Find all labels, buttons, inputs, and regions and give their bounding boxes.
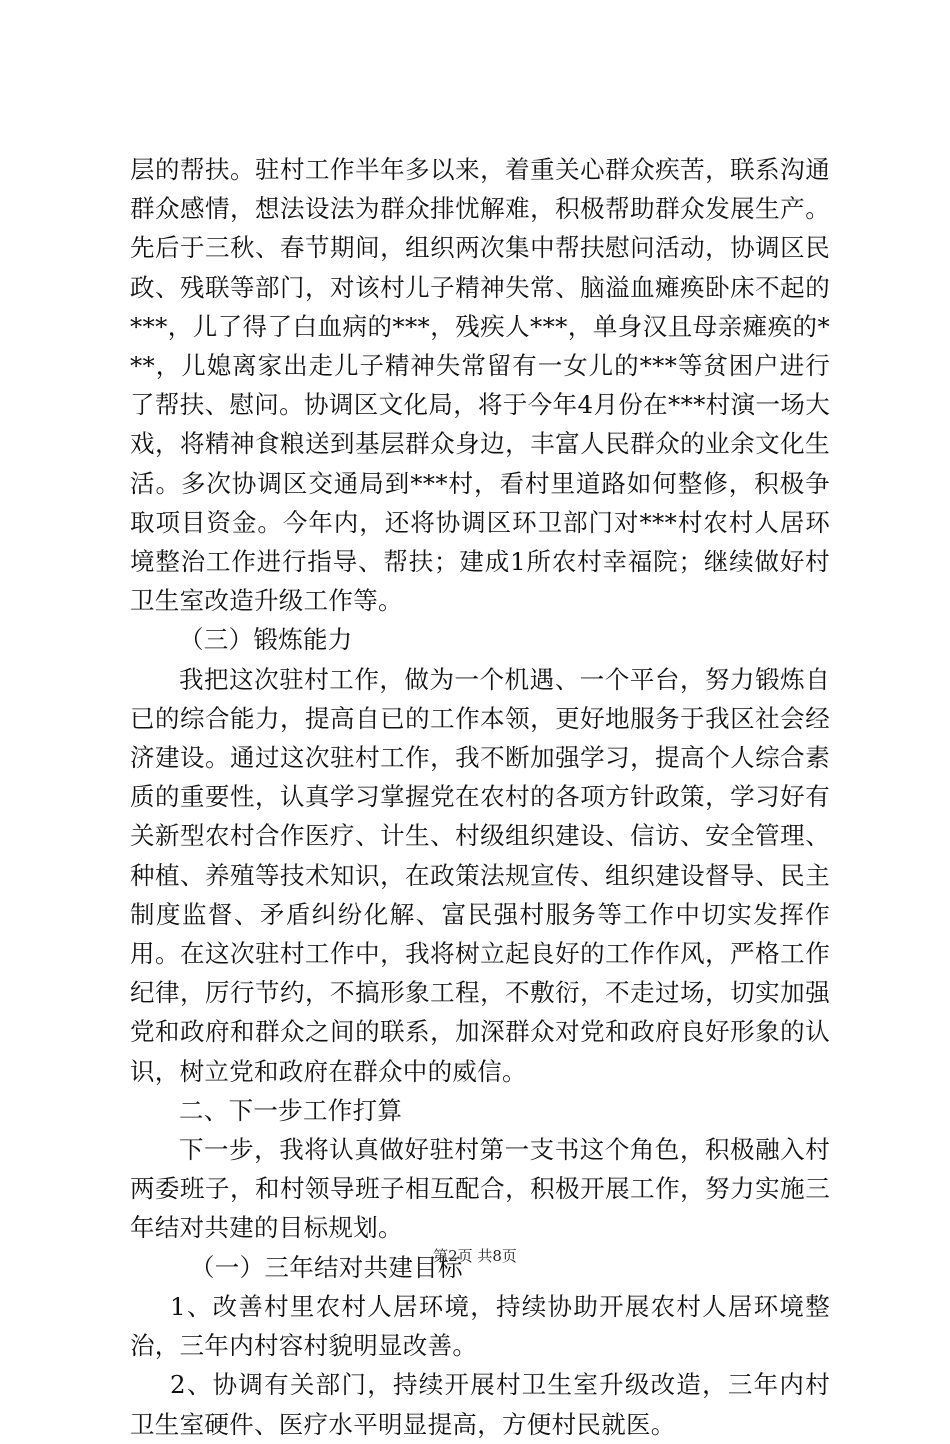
paragraph-next-steps: 下一步，我将认真做好驻村第一支书这个角色，积极融入村两委班子，和村领导班子相互配合，积极开展工作，努力实施三年结对共建的目标规划。 — [130, 1135, 830, 1243]
section-heading-next-steps: 二、下一步工作打算 — [179, 1095, 403, 1125]
sub-heading-three-year-goals: （一）三年结对共建目标 — [190, 1252, 463, 1282]
goal-item-1: 1、改善村里农村人居环境，持续协助开展农村人居环境整治，三年内村容村貌明显改善。 — [130, 1291, 830, 1361]
paragraph-continued: 层的帮扶。驻村工作半年多以来，着重关心群众疾苦，联系沟通群众感情，想法设法为群众排忧解难，积极帮助群众发展生产。先后于三秋、春节期间，组织两次集中帮扶慰问活动，协调区民政、残联等部门，对该村儿子精神失常、脑溢血瘫痪卧床不起的***，儿了得了白血病的***，残疾人***，单身汉且母亲瘫痪的***，儿媳离家出走儿子精神失常留有一女儿的***等贫困户进行了帮扶、慰问。协调区文化局，将于今年4月份在***村演一场大戏，将精神食粮送到基层群众身边，丰富人民群众的业余文化生活。多次协调区交通局到***村，看村里道路如何整修，积极争取项目资金。今年内，还将协调区环卫部门对***村农村人居环境整治工作进行指导、帮扶；建成1所农村幸福院；继续做好村卫生室改造升级工作等。 — [130, 155, 830, 616]
page-number-footer: 第2页 共8页 — [433, 1247, 517, 1265]
goal-item-2: 2、协调有关部门，持续开展村卫生室升级改造，三年内村卫生室硬件、医疗水平明显提高，方便村民就医。 — [130, 1370, 830, 1439]
section-heading-exercise-ability: （三）锻炼能力 — [179, 625, 353, 655]
paragraph-exercise-ability: 我把这次驻村工作，做为一个机遇、一个平台，努力锻炼自已的综合能力，提高自已的工作本领，更好地服务于我区社会经济建设。通过这次驻村工作，我不断加强学习，提高个人综合素质的重要性，认真学习掌握党在农村的各项方针政策，学习好有关新型农村合作医疗、计生、村级组织建设、信访、安全管理、种植、养殖等技术知识，在政策法规宣传、组织建设督导、民主制度监督、矛盾纠纷化解、富民强村服务等工作中切实发挥作用。在这次驻村工作中，我将树立起良好的工作作风，严格工作纪律，厉行节约，不搞形象工程，不敷衍，不走过场，切实加强党和政府和群众之间的联系，加深群众对党和政府良好形象的认识，树立党和政府在群众中的威信。 — [130, 664, 830, 1086]
